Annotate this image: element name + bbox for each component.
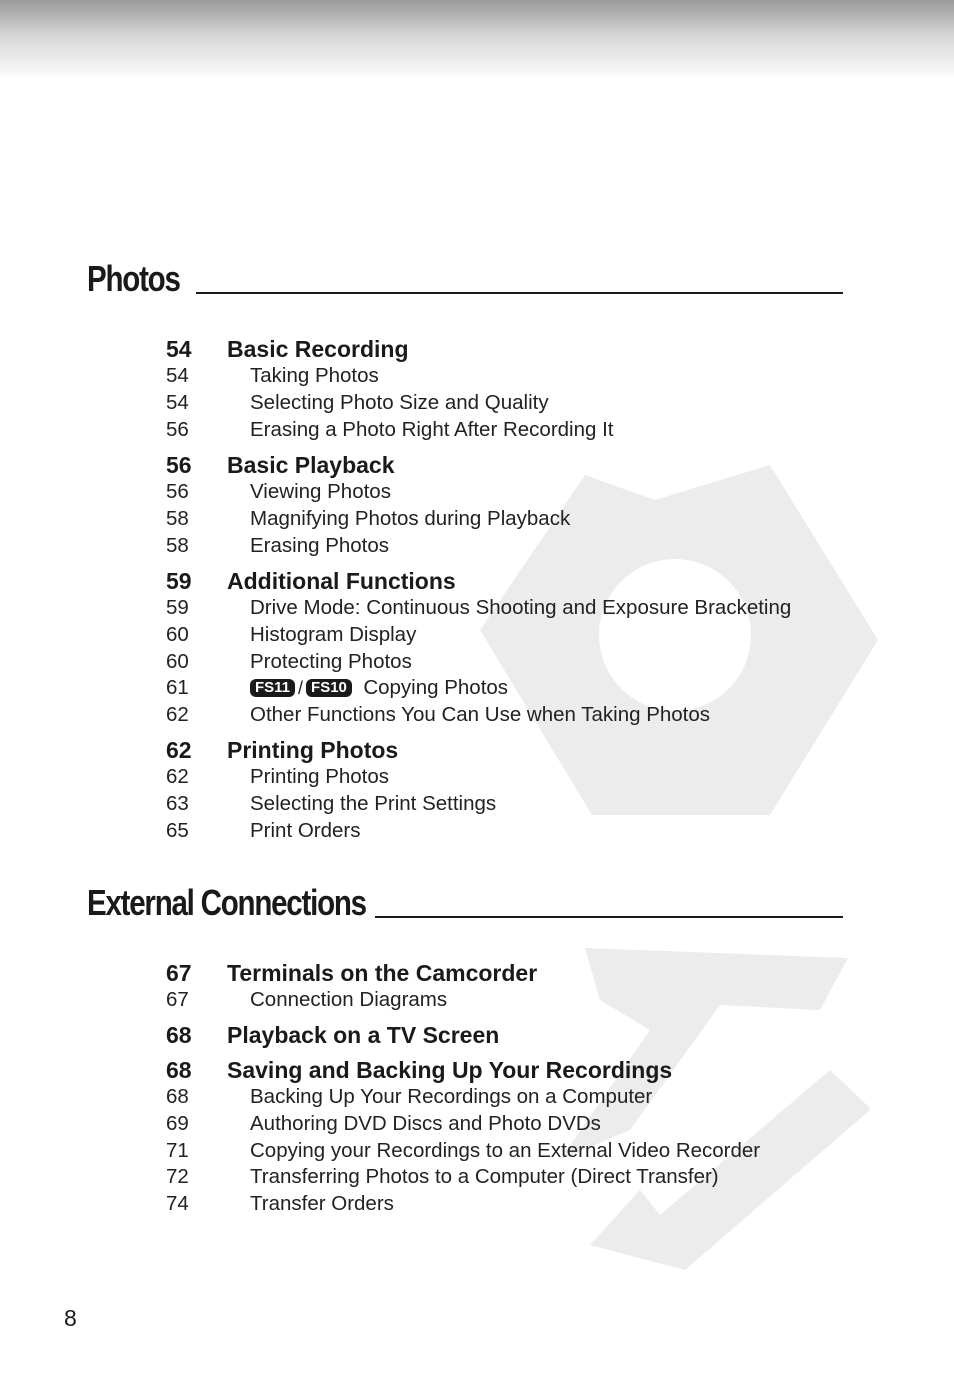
toc-entry-text: Authoring DVD Discs and Photo DVDs [250, 1111, 601, 1135]
section-title-text: External Connections [87, 882, 366, 923]
toc-page-number: 63 [166, 791, 189, 815]
toc-group-title: Additional Functions [227, 568, 456, 594]
toc-entry-text: Viewing Photos [250, 480, 391, 503]
toc-page-number: 67 [166, 960, 192, 986]
toc-entry-text: Connection Diagrams [250, 988, 448, 1011]
toc-entry-text: Copying your Recordings to an External Video Recorder [250, 1138, 761, 1162]
toc-page-number: 60 [166, 649, 189, 673]
toc-page-number: 56 [166, 452, 192, 478]
toc-entry-text: Histogram Display [250, 622, 417, 646]
title-rule [375, 916, 843, 918]
toc-group-title: Saving and Backing Up Your Recordings [227, 1057, 673, 1083]
toc-page-number: 59 [166, 596, 189, 619]
toc-entry-text: Drive Mode: Continuous Shooting and Exposure Bracketing [250, 596, 792, 619]
page-number: 8 [64, 1305, 77, 1331]
toc-page-number: 59 [166, 568, 192, 594]
toc-group-title: Playback on a TV Screen [227, 1022, 500, 1048]
toc-page-number: 62 [166, 737, 192, 763]
section-title-text: Photos [87, 258, 180, 299]
toc-entry-text: Erasing Photos [250, 533, 390, 557]
title-rule [196, 292, 843, 294]
toc-group-title: Basic Recording [227, 336, 409, 362]
toc-entry-text: Taking Photos [250, 364, 379, 387]
toc-entry-text: Magnifying Photos during Playback [250, 506, 571, 530]
model-badge: FS11 [250, 679, 295, 697]
toc-page-number: 62 [166, 765, 189, 788]
toc-page-number: 60 [166, 622, 189, 646]
toc-entry-label: Copying Photos [363, 676, 509, 700]
toc-page-number: 74 [166, 1192, 189, 1216]
toc-page-number: 69 [166, 1111, 189, 1135]
toc-page-number: 56 [166, 480, 189, 503]
section-title-photos [87, 258, 843, 300]
toc-page-number: 71 [166, 1138, 189, 1162]
toc-page-number: 68 [166, 1085, 189, 1108]
toc-page-number: 54 [166, 390, 189, 414]
toc-entry-text: Transferring Photos to a Computer (Direct Transfer) [250, 1165, 719, 1189]
section-title-external-connections [87, 882, 843, 924]
toc-page-number: 58 [166, 533, 189, 557]
toc-page-number: 65 [166, 818, 189, 842]
toc-entry-text: Protecting Photos [250, 649, 412, 673]
toc-entry-text: Erasing a Photo Right After Recording It [250, 417, 614, 441]
toc-page-number: 62 [166, 703, 189, 727]
toc-page-number: 72 [166, 1165, 189, 1189]
toc-entry-text: Other Functions You Can Use when Taking Photos [250, 703, 711, 727]
toc-page-number: 61 [166, 676, 189, 700]
toc-entry-text [250, 678, 508, 699]
toc-group-title: Printing Photos [227, 737, 399, 763]
toc-entry-text: Print Orders [250, 818, 361, 842]
toc-group-title: Terminals on the Camcorder [227, 960, 538, 986]
toc-entry-text: Selecting Photo Size and Quality [250, 390, 549, 414]
toc-entry-text: Selecting the Print Settings [250, 791, 497, 815]
toc-entry-text: Backing Up Your Recordings on a Computer [250, 1085, 653, 1108]
model-badge: FS10 [306, 679, 352, 697]
toc-page-number: 54 [166, 364, 189, 387]
toc-page-number: 56 [166, 417, 189, 441]
toc-page-number: 67 [166, 988, 189, 1011]
toc-entry-text: Printing Photos [250, 765, 390, 788]
toc-entry-text: Transfer Orders [250, 1192, 394, 1216]
toc-page-number: 58 [166, 506, 189, 530]
toc-group-title: Basic Playback [227, 452, 395, 478]
toc-page-number: 68 [166, 1022, 192, 1048]
badge-separator: / [298, 678, 304, 699]
connection-arrow-watermark-icon [560, 948, 870, 1270]
toc-page-number: 68 [166, 1057, 192, 1083]
toc-page-number: 54 [166, 336, 192, 362]
